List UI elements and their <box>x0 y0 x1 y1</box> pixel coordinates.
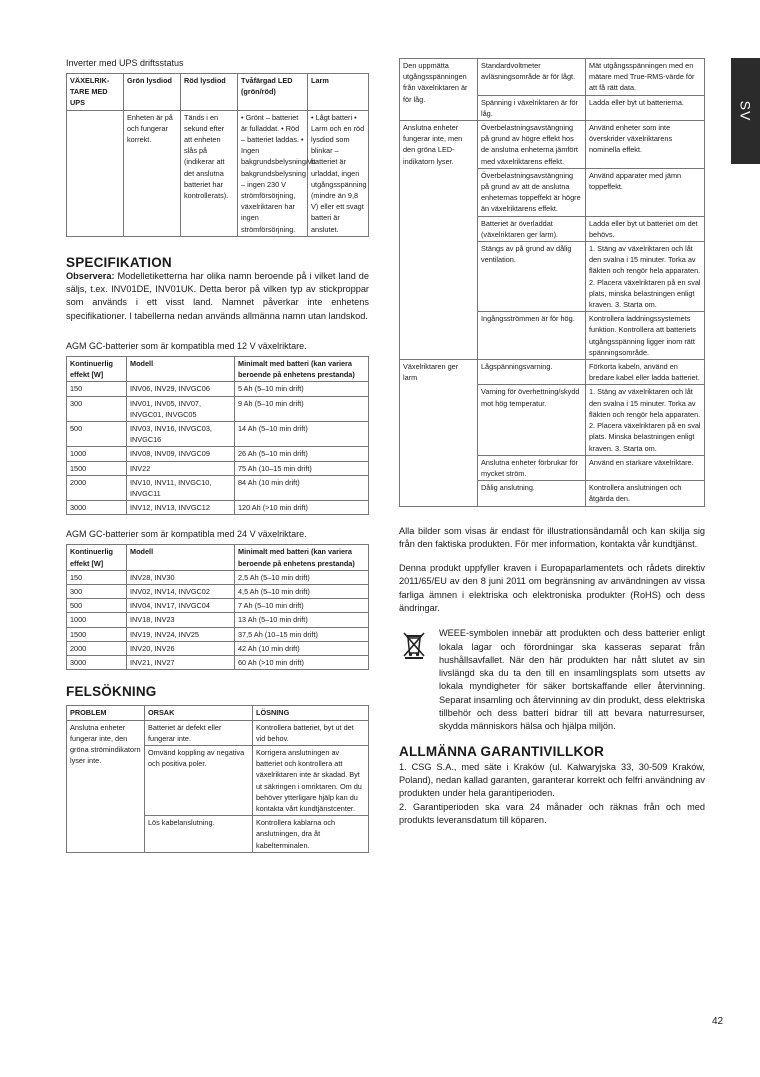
table-row: Dålig anslutning. Kontrollera anslutningen och åtgärda den. <box>400 481 705 506</box>
table-row: Ingångsströmmen är för hög. Kontrollera laddningssystemets funktion. Kontrollera att batteriets utgångsspänning ligger inom rätt spänningsområde. <box>400 312 705 360</box>
table-header: ORSAK <box>145 706 253 720</box>
garanti-title: ALLMÄNNA GARANTIVILLKOR <box>399 743 605 759</box>
troubleshooting-table-right <box>399 58 705 507</box>
garanti-p2: 2. Garantiperioden ska vara 24 månader och räknas från och med produkts leveransdatum till köparen. <box>399 801 705 825</box>
table-row: 1500 INV22 75 Ah (10–15 min drift) <box>67 461 369 475</box>
table-row: 1000 INV18, INV23 13 Ah (5–10 min drift) <box>67 613 369 627</box>
table-row: 3000 INV21, INV27 60 Ah (>10 min drift) <box>67 656 369 670</box>
spec-title: SPECIFIKATION <box>66 254 172 270</box>
table-row: 300 INV01, INV05, INV07, INVGC01, INVGC05 9 Ah (5–10 min drift) <box>67 396 369 421</box>
inverter-status-caption: Inverter med UPS driftsstatus <box>66 58 184 68</box>
language-tab: SV <box>731 58 760 164</box>
right-column <box>399 58 705 827</box>
inverter-status-table <box>66 73 369 237</box>
left-column <box>66 58 369 853</box>
table-row: 3000 INV12, INV13, INVGC12 120 Ah (>10 min drift) <box>67 501 369 515</box>
table-row: Spänning i växelriktaren är för låg. Ladda eller byt ut batterierna. <box>400 95 705 120</box>
page-number: 42 <box>712 1016 724 1027</box>
weee-bin-icon <box>399 629 429 659</box>
table-row: 150 INV06, INV29, INVGC06 5 Ah (5–10 min drift) <box>67 382 369 396</box>
table-row: Lös kabelanslutning. Kontrollera kablarna och anslutningen, dra åt kabelterminalen. <box>67 816 369 853</box>
table-header: VÄXELRIK-TARE MED UPS <box>67 74 124 111</box>
felsokning-title: FELSÖKNING <box>66 684 157 700</box>
troubleshooting-table-left <box>66 705 369 852</box>
table-row: Växelriktaren ger larm Lågspänningsvarning. Förkorta kabeln, använd en bredare kabel eller ladda batteriet. <box>400 360 705 385</box>
table-row: 2000 INV10, INV11, INVGC10, INVGC11 84 Ah (10 min drift) <box>67 475 369 500</box>
table-header: Grön lysdiod <box>124 74 181 111</box>
table-header: Kontinuerlig effekt [W] <box>67 357 127 382</box>
table-header: LÖSNING <box>253 706 369 720</box>
illustration-disclaimer: Alla bilder som visas är endast för illustrationsändamål och kan skilja sig från den faktiska produkten. För mer information, kontakta vår kundtjänst. <box>399 525 705 549</box>
table-header: Röd lysdiod <box>181 74 238 111</box>
weee-text: WEEE-symbolen innebär att produkten och dess batterier enligt lokala lagar och förordningar ska kasseras separat från hushållsavfallet. När den här produkten har nått slutet av sin livslängd ska du ta den till en insamlingsplats som utsetts av lokala myndigheter för säker bortskaffande eller återvinning. Separat insamling och återvinning av din produkt, dess elektriska tillbehör och dess batteri bidrar till att bevara naturresurser, skydda människors hälsa och hjälpa miljön. <box>439 628 705 732</box>
table-header: Tvåfärgad LED (grön/röd) <box>238 74 308 111</box>
table-header: PROBLEM <box>67 706 145 720</box>
table-header: Minimalt med batteri (kan variera beroende på enhetens prestanda) <box>235 357 369 382</box>
table-row: Omvänd koppling av negativa och positiva poler. Korrigera anslutningen av batteriet och kontrollera att växelriktaren inte är skadad. Byt ut säkringen i omriktaren. Om du behöver ytterligare hjälp kan du kontakta vårt kundtjänstcenter. <box>67 745 369 815</box>
garanti-p1: 1. CSG S.A., med säte i Kraków (ul. Kalwaryjska 33, 30-509 Kraków, Poland), nedan kallad garanten, garanterar korrekt och felfri användning av produkten under hela garantiperioden. <box>399 761 705 799</box>
table-row: Batteriet är överladdat (växelriktaren ger larm). Ladda eller byt ut batteriet om det behövs. <box>400 216 705 241</box>
table-row: 1500 INV19, INV24, INV25 37,5 Ah (10–15 min drift) <box>67 627 369 641</box>
table-header: Modell <box>127 545 235 570</box>
table-row: 500 INV03, INV16, INVGC03, INVGC16 14 Ah (5–10 min drift) <box>67 422 369 447</box>
table-row: Den uppmätta utgångsspänningen från växelriktaren är för låg. Standardvoltmeter avläsningsområde är för lågt. Mät utgångsspänningen med en mätare med True-RMS-värde för att få rätt data. <box>400 59 705 96</box>
table-row: Varning för överhettning/skydd mot hög temperatur. 1. Stäng av växelriktaren och låt den svalna i 15 minuter. Torka av fläkten och rengör hela apparaten. 2. Placera växelriktaren på en sval plats. Minska belastningen enligt kraven. 3. Starta om. <box>400 385 705 455</box>
table-row: Anslutna enheter fungerar inte, men den gröna LED-indikatorn lyser. Överbelastningsavstängning på grund av högre effekt hos de anslutna enheterna jämfört med växelriktarens effekt. Använd enheter som inte överskrider växelriktarens nominella effekt. <box>400 121 705 169</box>
table-header: Larm <box>308 74 369 111</box>
battery-table-12v <box>66 356 369 515</box>
weee-section <box>399 627 705 733</box>
table-row: 2000 INV20, INV26 42 Ah (10 min drift) <box>67 641 369 655</box>
table-row: Anslutna enheter förbrukar för mycket ström. Använd en starkare växelriktare. <box>400 455 705 480</box>
table-row: 150 INV28, INV30 2,5 Ah (5–10 min drift) <box>67 570 369 584</box>
table-row: 500 INV04, INV17, INVGC04 7 Ah (5–10 min drift) <box>67 599 369 613</box>
table-header: Minimalt med batteri (kan variera beroende på enhetens prestanda) <box>235 545 369 570</box>
table-row: 300 INV02, INV14, INVGC02 4,5 Ah (5–10 min drift) <box>67 585 369 599</box>
table-header: Modell <box>127 357 235 382</box>
spec-note: Observera: Modelletiketterna har olika namn beroende på i vilket land de säljs, t.ex. INV01DE, INV01UK. Detta beror på vilken typ av stickproppar som används i ett visst land. Namnet påverkar inte enhetens specifikationer. I tabellerna nedan används allmänna namn utan landskod. <box>66 270 369 321</box>
battery-table-24v <box>66 544 369 670</box>
table24-caption: AGM GC-batterier som är kompatibla med 24 V växelriktare. <box>66 529 307 540</box>
table-row: Enheten är på och fungerar korrekt. Tänds i en sekund efter att enheten slås på (indikerar att det anslutna batteriet har kontrollerats). • Grönt – batteriet är fulladdat. • Röd – batteriet laddas. • Ingen bakgrundsbelysning/vit bakgrundsbelysning – ingen 230 V strömförsörjning, växelriktaren har ingen strömförsörjning. • Lågt batteri • Larm och en röd lysdiod som blinkar – batteriet är urladdat, ingen utgångsspänning (mindre än 9,8 V) eller ett svagt batteri är anslutet. <box>67 110 369 236</box>
rohs-compliance: Denna produkt uppfyller kraven i Europaparlamentets och rådets direktiv 2011/65/EU av den 8 juni 2011 om begränsning av användningen av vissa farliga ämnen i elektriska och elektroniska produkter (RoHS) och dess ändringar. <box>399 563 705 613</box>
table-header: Kontinuerlig effekt [W] <box>67 545 127 570</box>
table-row: 1000 INV08, INV09, INVGC09 26 Ah (5–10 min drift) <box>67 447 369 461</box>
table12-caption: AGM GC-batterier som är kompatibla med 12 V växelriktare. <box>66 341 307 352</box>
table-row: Överbelastningsavstängning på grund av att de anslutna enheternas toppeffekt är högre än växelriktarens effekt. Använd apparater med jämn toppeffekt. <box>400 168 705 216</box>
table-row: Stängs av på grund av dålig ventilation. 1. Stäng av växelriktaren och låt den svalna i 15 minuter. Torka av fläkten och rengör hela apparaten. 2. Placera växelriktaren på en sval plats, minska belastningen enligt kraven. 3. Starta om. <box>400 242 705 312</box>
table-row: Anslutna enheter fungerar inte, den gröna strömindikatorn lyser inte. Batteriet är defekt eller fungerar inte. Kontrollera batteriet, byt ut det vid behov. <box>67 720 369 745</box>
